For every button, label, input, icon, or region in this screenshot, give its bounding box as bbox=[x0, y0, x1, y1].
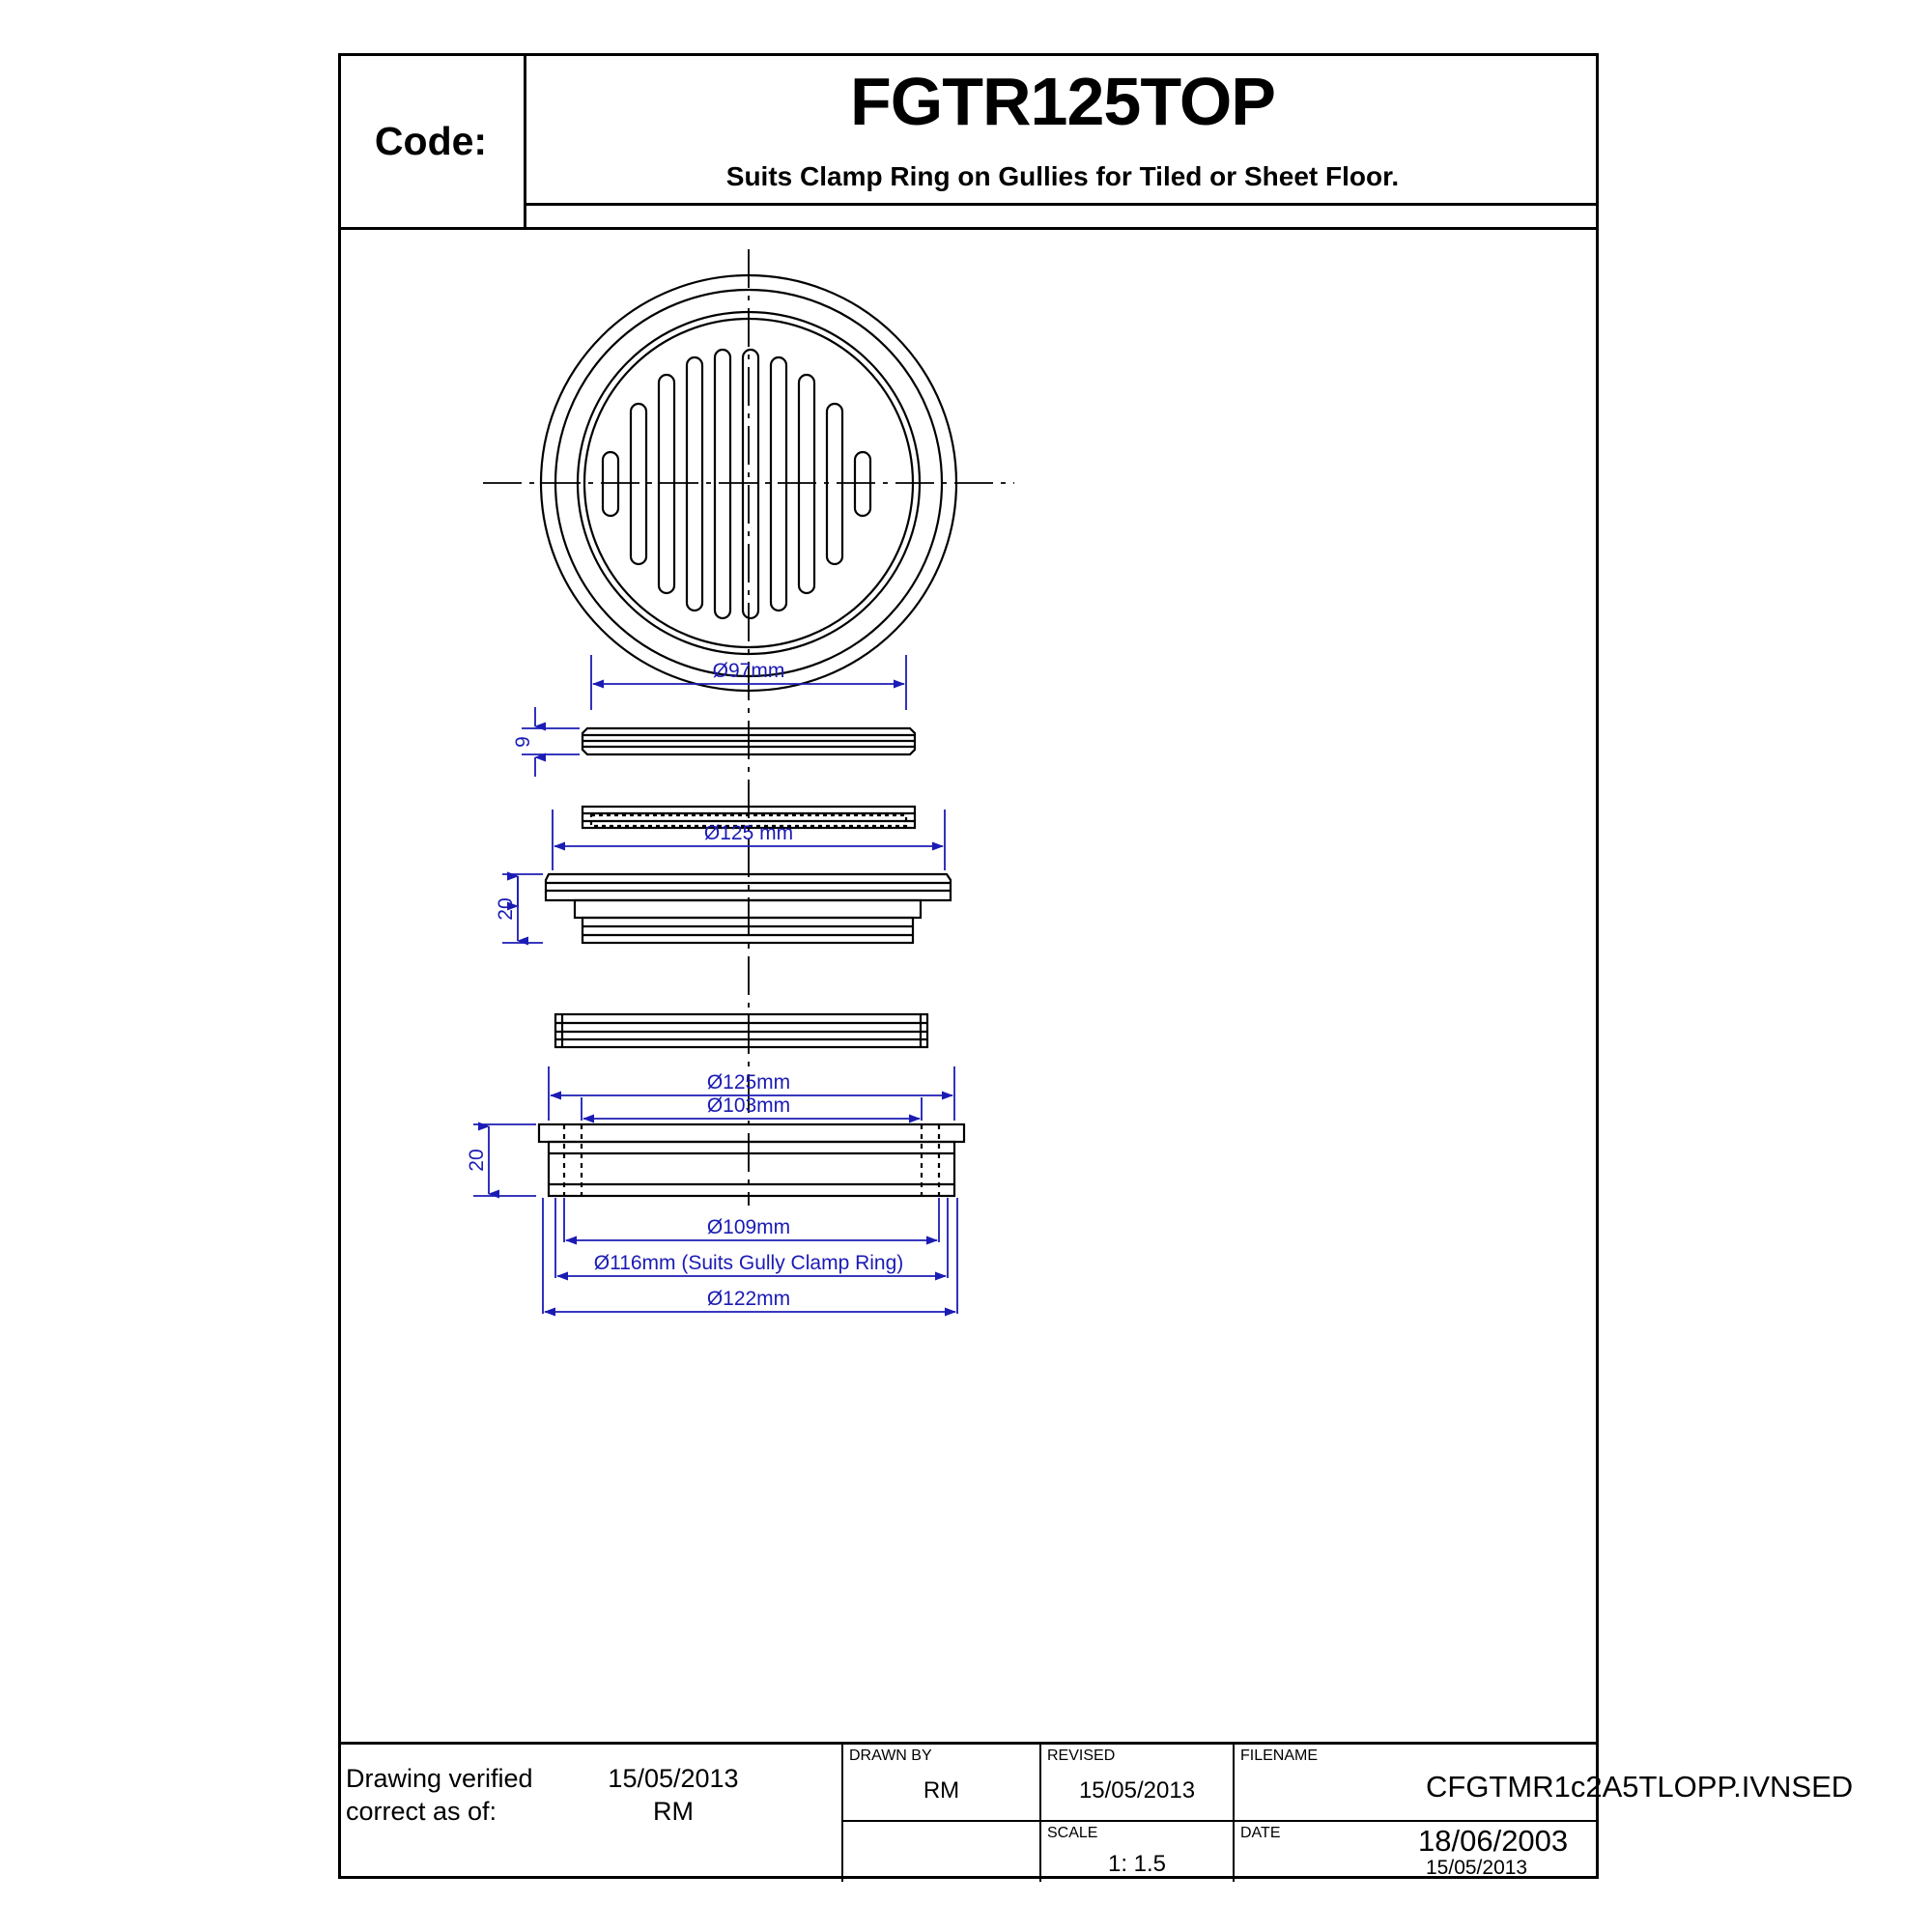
dimension-dia122: Ø122mm bbox=[706, 1288, 791, 1310]
dimension-labels bbox=[466, 660, 903, 1310]
revised-label: REVISED bbox=[1047, 1747, 1116, 1764]
dimension-h20-upper: 20 bbox=[495, 897, 517, 921]
dimension-h20-lower: 20 bbox=[466, 1149, 488, 1172]
dimension-h9: 9 bbox=[512, 736, 534, 748]
filename-value: CFGTMR1c2A5TLOPP.IVNSED bbox=[1426, 1770, 1854, 1804]
filename-label: FILENAME bbox=[1240, 1747, 1319, 1764]
dimension-dia97: Ø97mm bbox=[712, 660, 785, 682]
grate-slots bbox=[603, 350, 870, 618]
drawn-by-cell bbox=[843, 1745, 1041, 1822]
drawn-by-empty-cell bbox=[843, 1822, 1041, 1882]
date-value-secondary: 15/05/2013 bbox=[1426, 1857, 1528, 1879]
drawn-by-label: DRAWN BY bbox=[849, 1747, 932, 1764]
dimension-dia109: Ø109mm bbox=[706, 1216, 791, 1238]
code-label: Code: bbox=[374, 119, 488, 163]
scale-cell bbox=[1041, 1822, 1235, 1882]
date-cell bbox=[1235, 1822, 1599, 1882]
date-label: DATE bbox=[1240, 1825, 1281, 1841]
verified-label-line1: Drawing verified bbox=[346, 1764, 533, 1793]
dimension-dia103: Ø103mm bbox=[706, 1094, 791, 1117]
technical-drawing-area bbox=[338, 230, 1599, 1742]
part-description: Suits Clamp Ring on Gullies for Tiled or Sheet Floor. bbox=[725, 161, 1400, 191]
dimension-dia116: Ø116mm (Suits Gully Clamp Ring) bbox=[593, 1252, 904, 1274]
scale-label: SCALE bbox=[1047, 1825, 1098, 1841]
revised-value: 15/05/2013 bbox=[1078, 1777, 1196, 1804]
base-ring-section-view bbox=[539, 1124, 964, 1196]
code-cell bbox=[338, 53, 526, 230]
info-block bbox=[338, 1742, 1854, 1879]
date-value: 18/06/2003 bbox=[1418, 1824, 1569, 1858]
verified-cell bbox=[338, 1745, 843, 1882]
drawn-by-value: RM bbox=[923, 1777, 960, 1804]
verified-initials: RM bbox=[653, 1797, 694, 1826]
second-thin-ring-section-view bbox=[555, 1014, 927, 1047]
title-block bbox=[338, 53, 1599, 230]
scale-value: 1: 1.5 bbox=[1107, 1851, 1167, 1877]
dimension-dia125-upper: Ø125 mm bbox=[703, 822, 794, 844]
verified-label bbox=[346, 1762, 533, 1828]
drawing-svg bbox=[338, 230, 1599, 1742]
part-code: FGTR125TOP bbox=[850, 64, 1275, 139]
filename-cell bbox=[1235, 1745, 1854, 1822]
dimension-dia125-lower: Ø125mm bbox=[706, 1071, 791, 1094]
revised-cell bbox=[1041, 1745, 1235, 1822]
title-divider bbox=[526, 203, 1599, 206]
verified-date: 15/05/2013 bbox=[608, 1764, 739, 1793]
verified-label-line2: correct as of: bbox=[346, 1797, 497, 1826]
